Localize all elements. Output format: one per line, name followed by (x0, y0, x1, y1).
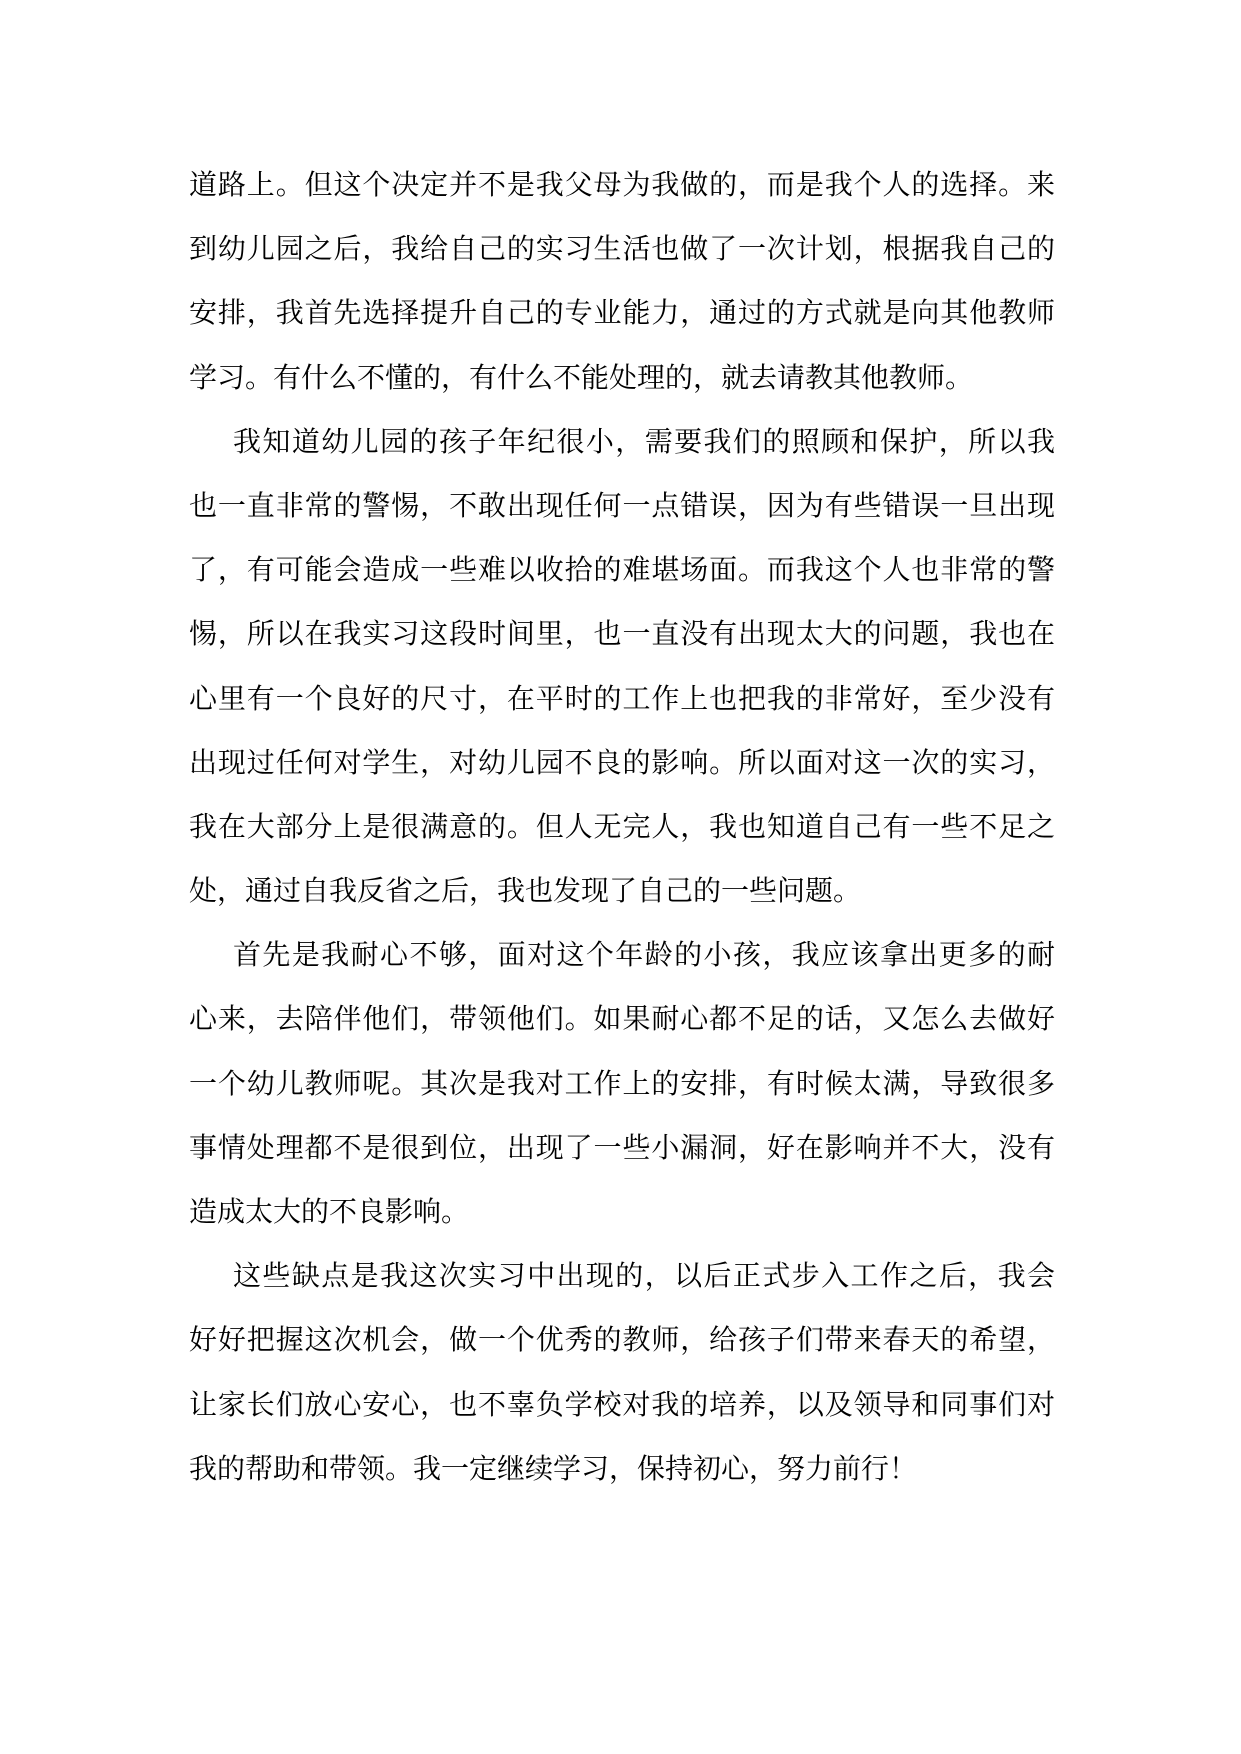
text-line: 也一直非常的警惕，不敢出现任何一点错误，因为有些错误一旦出现 (189, 488, 1055, 522)
text-line: 造成太大的不良影响。 (189, 1195, 470, 1228)
text-line: 我知道幼儿园的孩子年纪很小，需要我们的照顾和保护，所以我 (233, 424, 1055, 458)
text-line: 事情处理都不是很到位，出现了一些小漏洞，好在影响并不大，没有 (189, 1130, 1055, 1164)
text-line: 了，有可能会造成一些难以收拾的难堪场面。而我这个人也非常的警 (189, 553, 1055, 587)
text-line: 安排，我首先选择提升自己的专业能力，通过的方式就是向其他教师 (189, 296, 1055, 330)
text-line: 心里有一个良好的尺寸，在平时的工作上也把我的非常好，至少没有 (189, 681, 1055, 715)
text-line: 这些缺点是我这次实习中出现的，以后正式步入工作之后，我会 (233, 1259, 1055, 1293)
text-line: 学习。有什么不懂的，有什么不能处理的，就去请教其他教师。 (189, 360, 974, 394)
body-text (189, 153, 1055, 1501)
text-line: 到幼儿园之后，我给自己的实习生活也做了一次计划，根据我自己的 (189, 232, 1055, 266)
text-line: 首先是我耐心不够，面对这个年龄的小孩，我应该拿出更多的耐 (233, 938, 1055, 972)
text-line: 处，通过自我反省之后，我也发现了自己的一些问题。 (189, 874, 862, 908)
text-line: 道路上。但这个决定并不是我父母为我做的，而是我个人的选择。来 (189, 168, 1055, 201)
text-line: 一个幼儿教师呢。其次是我对工作上的安排，有时候太满，导致很多 (189, 1066, 1055, 1100)
text-line: 我在大部分上是很满意的。但人无完人，我也知道自己有一些不足之 (189, 809, 1055, 843)
text-line: 出现过任何对学生，对幼儿园不良的影响。所以面对这一次的实习， (189, 745, 1055, 779)
text-line: 心来，去陪伴他们，带领他们。如果耐心都不足的话，又怎么去做好 (189, 1002, 1055, 1036)
text-line: 惕，所以在我实习这段时间里，也一直没有出现太大的问题，我也在 (189, 617, 1055, 651)
text-line: 让家长们放心安心，也不辜负学校对我的培养，以及领导和同事们对 (189, 1387, 1055, 1421)
text-line: 我的帮助和带领。我一定继续学习，保持初心，努力前行！ (189, 1451, 918, 1485)
text-line: 好好把握这次机会，做一个优秀的教师，给孩子们带来春天的希望， (189, 1323, 1055, 1357)
